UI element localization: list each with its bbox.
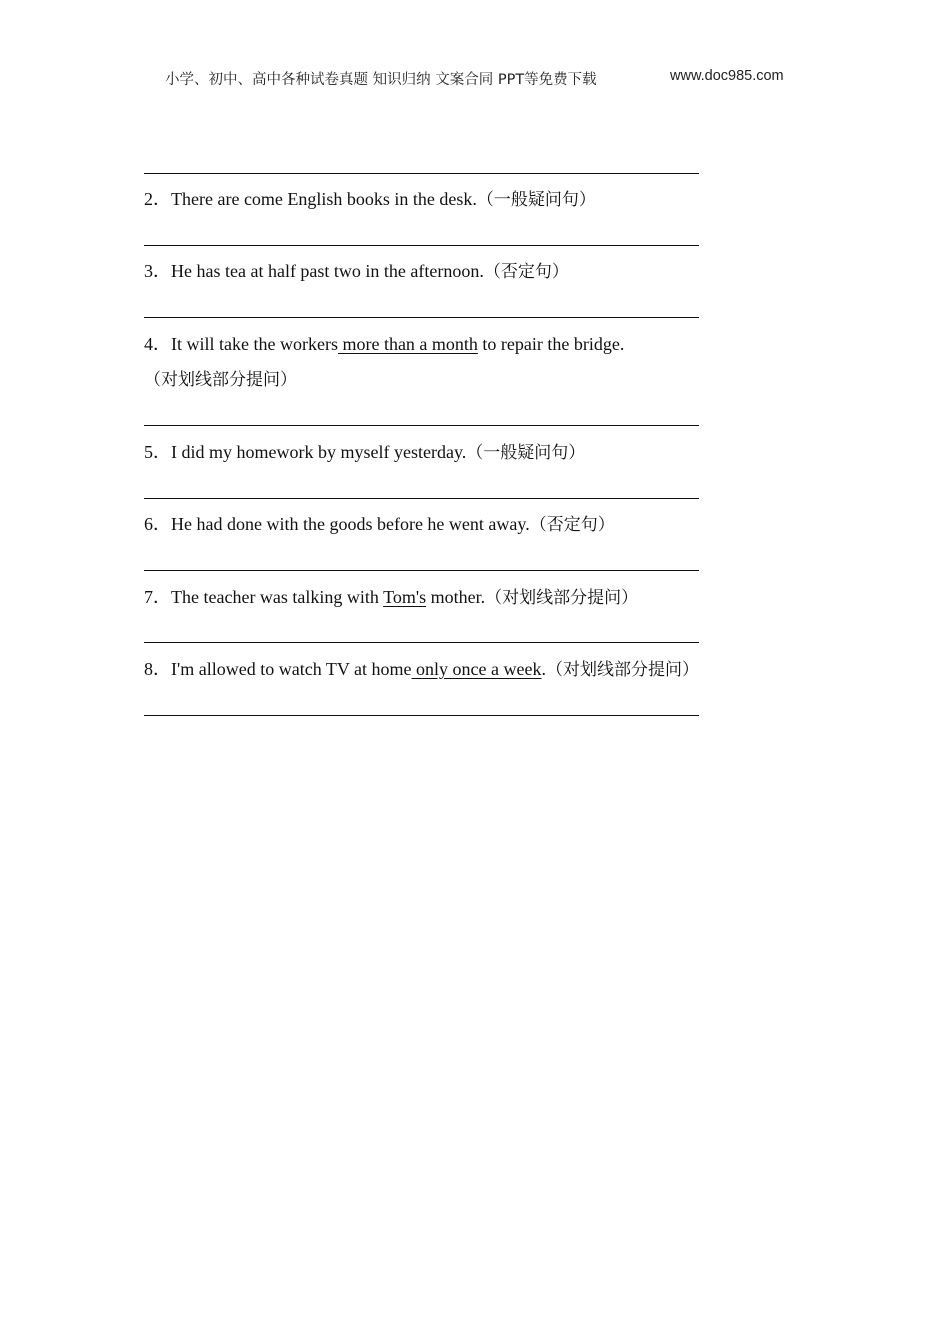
page-header: [0, 66, 950, 92]
question-text: I'm allowed to watch TV at home: [171, 659, 412, 679]
question-text-end: mother.: [426, 587, 486, 607]
question-number: 5．: [144, 442, 171, 462]
question-6: [144, 513, 615, 536]
question-text: He had done with the goods before he went away.: [171, 514, 530, 534]
question-3: [144, 260, 569, 283]
question-8: [144, 658, 699, 681]
header-site-url[interactable]: www.doc985.com: [670, 68, 784, 84]
answer-line: [144, 173, 699, 174]
answer-line: [144, 245, 699, 246]
answer-line: [144, 715, 699, 716]
answer-line: [144, 498, 699, 499]
question-number: 7．: [144, 587, 171, 607]
question-4: [144, 333, 624, 355]
question-instruction: （对划线部分提问）: [545, 660, 699, 680]
question-2: [144, 188, 596, 211]
answer-line: [144, 425, 699, 426]
question-7: [144, 586, 638, 609]
question-instruction: （一般疑问句）: [466, 443, 586, 463]
question-number: 4．: [144, 334, 171, 354]
question-text: It will take the workers: [171, 334, 338, 354]
question-instruction: （一般疑问句）: [476, 190, 596, 210]
underlined-phrase: Tom's: [383, 587, 427, 607]
answer-line: [144, 642, 699, 643]
question-instruction: （对划线部分提问）: [485, 588, 639, 608]
question-number: 3．: [144, 261, 171, 281]
question-5: [144, 441, 585, 464]
question-text-end: to repair the bridge.: [477, 334, 625, 354]
underlined-phrase: only once a week: [411, 659, 542, 679]
header-slogan: 小学、初中、高中各种试卷真题 知识归纳 文案合同 PPT等免费下载: [165, 72, 597, 88]
question-number: 2．: [144, 189, 171, 209]
underlined-phrase: more than a month: [337, 334, 478, 354]
question-number: 8．: [144, 659, 171, 679]
question-text-end: .: [541, 659, 546, 679]
question-text: I did my homework by myself yesterday.: [171, 442, 467, 462]
question-text: He has tea at half past two in the afternoon.: [171, 261, 484, 281]
question-text: There are come English books in the desk.: [171, 189, 477, 209]
question-instruction: （否定句）: [483, 262, 569, 282]
question-instruction: （否定句）: [529, 515, 615, 535]
question-instruction: （对划线部分提问）: [144, 370, 297, 390]
question-number: 6．: [144, 514, 171, 534]
question-text: The teacher was talking with: [171, 587, 384, 607]
answer-line: [144, 570, 699, 571]
answer-line: [144, 317, 699, 318]
